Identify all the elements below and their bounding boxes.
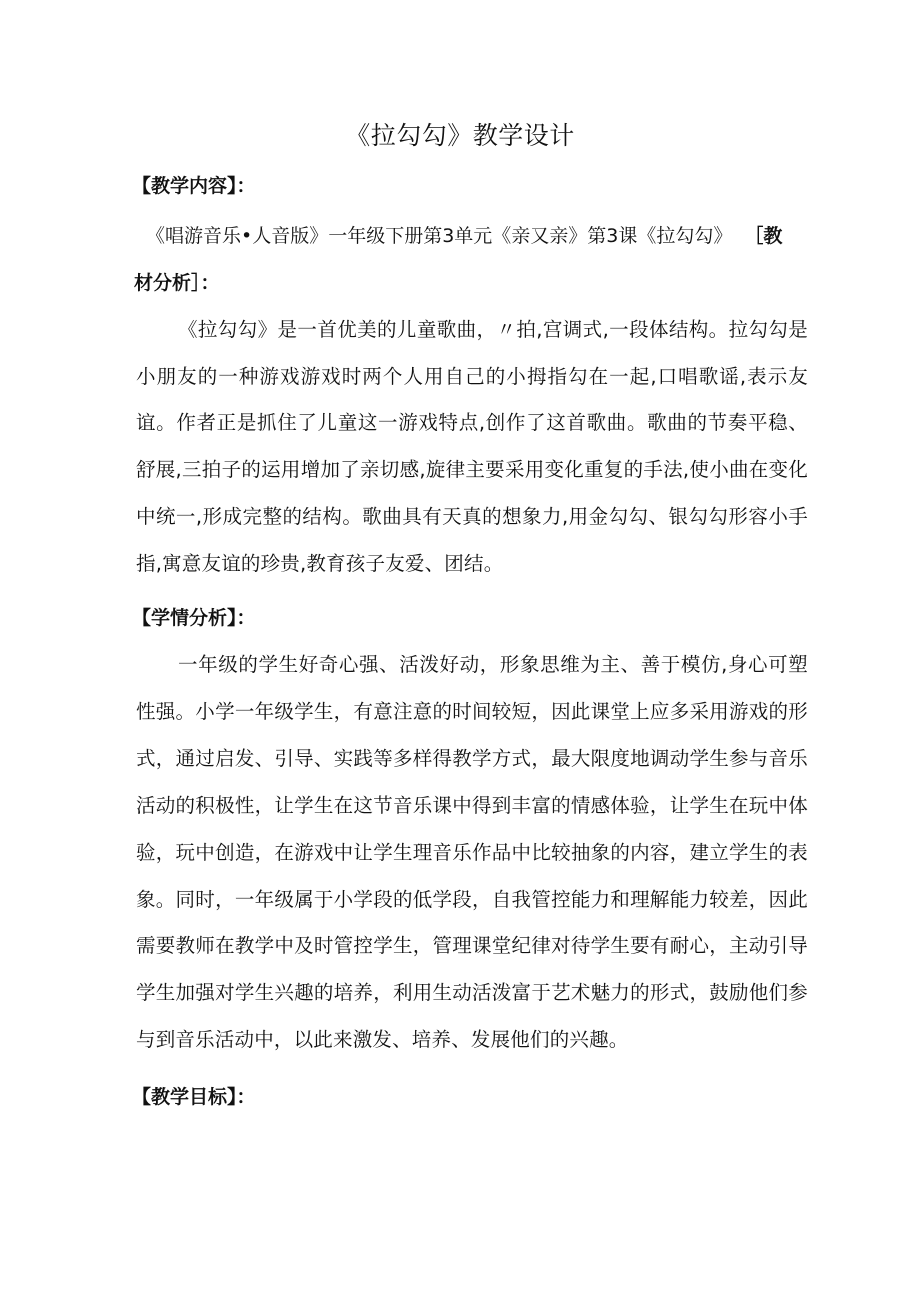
material-analysis-paragraph: 《拉勾勾》是一首优美的儿童歌曲，〃拍,宫调式,一段体结构。拉勾勾是小朋友的一种游戏游戏时两个人用自己的小拇指勾在一起,口唱歌谣,表示友谊。作者正是抓住了儿童这一游戏特点,创作了这首歌曲。歌曲的节奏平稳、舒展,三拍子的运用增加了亲切感,旋律主要采用变化重复的手法,使小曲在变化中统一,形成完整的结构。歌曲具有天真的想象力,用金勾勾、银勾勾形容小手指,寓意友谊的珍贵,教育孩子友爱、团结。 [136,318,808,575]
teaching-content-line [146,221,806,251]
heading-student-analysis: 【学情分析】： [132,607,256,629]
heading-material-analysis-part1: ［教 [744,225,783,247]
heading-teaching-goals: 【教学目标】： [132,1086,256,1108]
student-analysis-paragraph: 一年级的学生好奇心强、活泼好动，形象思维为主、善于模仿,身心可塑性强。小学一年级学生，有意注意的时间较短，因此课堂上应多采用游戏的形式，通过启发、引导、实践等多样得教学方式，最大限度地调动学生参与音乐活动的积极性，让学生在这节音乐课中得到丰富的情感体验，让学生在玩中体验，玩中创造，在游戏中让学生理音乐作品中比较抽象的内容，建立学生的表象。同时，一年级属于小学段的低学段，自我管控能力和理解能力较差，因此需要教师在教学中及时管控学生，管理课堂纪律对待学生要有耐心，主动引导学生加强对学生兴趣的培养，利用生动活泼富于艺术魅力的形式，鼓励他们参与到音乐活动中，以此来激发、培养、发展他们的兴趣。 [136,653,808,1052]
teaching-content-text: 《唱游音乐•人音版》一年级下册第3单元《亲又亲》第3课《拉勾勾》 [146,225,733,247]
heading-teaching-content: 【教学内容】： [132,175,256,197]
document-title: 《拉勾勾》教学设计 [345,121,575,150]
heading-material-analysis-part2: 材分析］： [134,272,220,294]
